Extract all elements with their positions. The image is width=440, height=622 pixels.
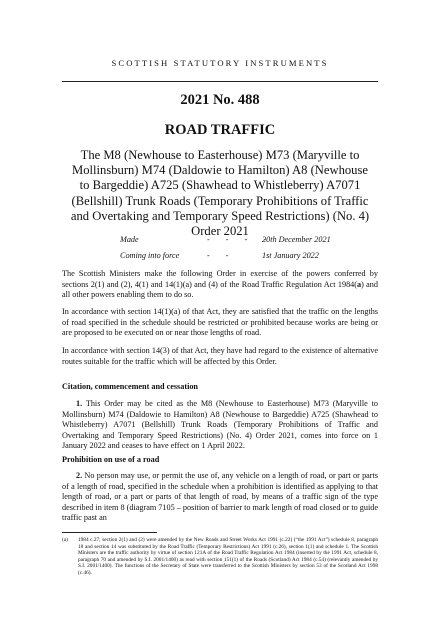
section-1-number: 1. <box>76 399 83 408</box>
footnote-reference[interactable]: a <box>357 279 362 289</box>
instrument-number: 2021 No. 488 <box>180 92 260 108</box>
preamble-1-end: ) and all other powers enabling them to do so. <box>62 279 378 299</box>
footnote-rule <box>62 532 157 533</box>
preamble-1-start: The Scottish Ministers make the following Order in exercise of the powers conferred by sections 2(1) and (2), 4(1) and 14(1)(a) and (4) of the Road Traffic Regulation Act 1984( <box>62 269 378 289</box>
made-label: Made <box>120 235 139 244</box>
footnote-text: 1984 c.27; section 2(1) and (2) were amended by the New Roads and Street Works Act 1991 (c.22) (“the 1991 Act”) schedule 8, paragraph 18 and section 14 was substituted by the Road Traffic (Temporary Restrictions) Act 1991 (c.26), section 1(1) and schedule 1. The Scottish Ministers are the traffic authority by virtue of section 121A of the Road Traffic Regulation Act 1984 (inserted by the 1991 Act, schedule 8, paragraph 70 and amended by S.I. 2001/1400) as read with section 151(1) of the Roads (Scotland) Act 1984 (c.54) (relevantly amended by S.I. 2001/1400). The functions of the Secretary of State were transferred to the Scottish Ministers by section 53 of the Scotland Act 1998 (c.46). <box>78 537 378 576</box>
footnote <box>62 537 378 577</box>
section-2-number: 2. <box>76 471 83 480</box>
preamble-paragraph-1 <box>62 269 378 301</box>
preamble-paragraph-3: In accordance with section 14(3) of that Act, they have had regard to the existence of alternative routes suitable for the traffic which will be affected by this Order. <box>62 346 378 366</box>
section-1-paragraph <box>62 399 378 452</box>
section-heading-prohibition: Prohibition on use of a road <box>62 455 160 464</box>
footnote-mark: (a) <box>62 537 68 543</box>
series-heading: SCOTTISH STATUTORY INSTRUMENTS <box>111 58 329 68</box>
subject-heading: ROAD TRAFFIC <box>164 122 276 138</box>
section-2-paragraph <box>62 471 378 524</box>
header-rule <box>62 81 378 82</box>
section-2-text: No person may use, or permit the use of, any vehicle on a length of road, or part or parts of a length of road, specified in the schedule when a prohibition is identified as applying to that length of road, or a part or parts of that length of road, by means of a traffic sign of the type described in item 8 (diagram 7105 – position of barrier to mark length of road closed or to guide traffic past an <box>62 471 378 522</box>
section-1-text: This Order may be cited as the M8 (Newhouse to Easterhouse) M73 (Maryville to Mollinsburn) M74 (Daldowie to Hamilton) A8 (Newhouse to Bargeddie) A725 (Shawhead to Whistleberry) A7071 (Bellshill) Trunk Roads (Temporary Prohibitions of Traffic and Overtaking and Temporary Speed Restrictions) (No. 4) Order 2021, comes into force on 1 January 2022 and ceases to have effect on 1 April 2022. <box>62 399 378 450</box>
force-leader: - - <box>207 251 236 260</box>
made-date: 20th December 2021 <box>262 235 331 244</box>
preamble-paragraph-2: In accordance with section 14(1)(a) of that Act, they are satisfied that the traffic on the lengths of road specified in the schedule should be restricted or prohibited because works are being or are proposed to be executed on or near those lengths of road. <box>62 307 378 337</box>
order-title: The M8 (Newhouse to Easterhouse) M73 (Maryville to Mollinsburn) M74 (Daldowie to Hamilton) A8 (Newhouse to Bargeddie) A725 (Shawhead to Whistleberry) A7071 (Bellshill) Trunk Roads (Temporary Prohibitions of Traffic and Overtaking and Temporary Speed Restrictions) (No. 4) Order 2021 <box>70 148 370 239</box>
force-label: Coming into force <box>120 251 180 260</box>
force-date: 1st January 2022 <box>262 251 319 260</box>
made-leader: - - - - <box>207 235 274 244</box>
section-heading-citation: Citation, commencement and cessation <box>62 382 198 391</box>
